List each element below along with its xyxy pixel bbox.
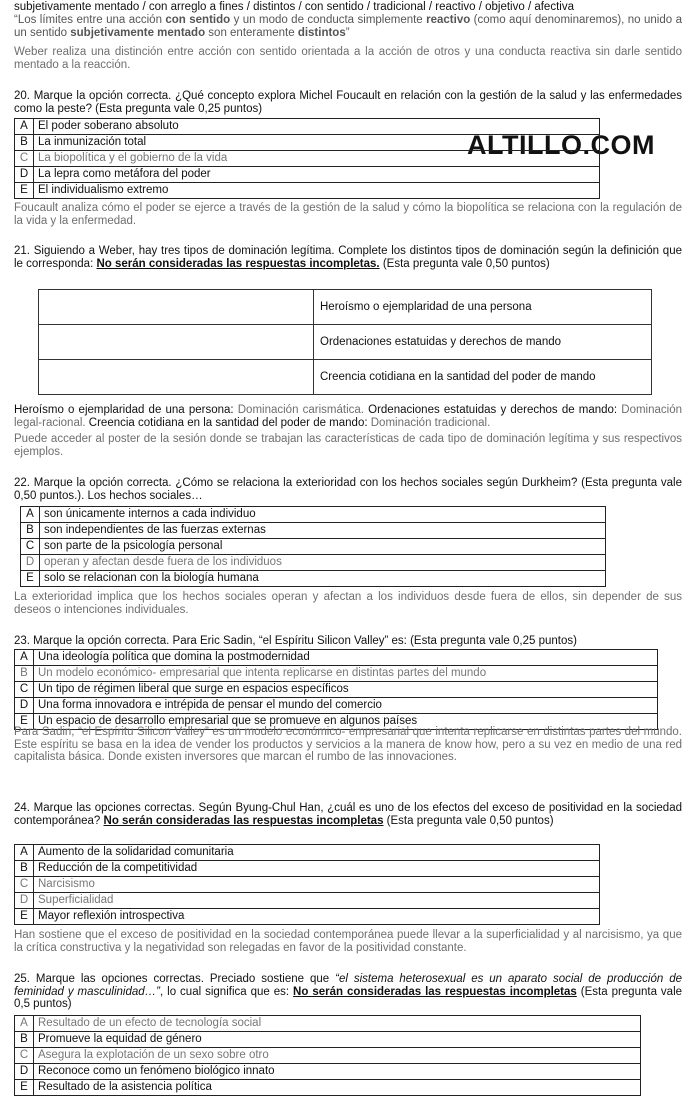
option-row[interactable]	[21, 571, 606, 587]
question-text: 21. Siguiendo a Weber, hay tres tipos de dominación legítima. Complete los distintos tipos de dominación según la definición que le corresponda:	[14, 245, 682, 270]
option-text: Aumento de la solidaridad comunitaria	[34, 845, 600, 861]
option-text: Promueve la equidad de género	[34, 1032, 641, 1048]
quote-part: y un modo de conducta simplemente	[230, 14, 427, 26]
feedback-text: Weber realiza una distinción entre acción con sentido orientada a la acción de otros y una conducta reactiva sin darle sentido mentado a la reacción.	[14, 46, 682, 71]
question-text: 24. Marque las opciones correctas. Según Byung-Chul Han, ¿cuál es uno de los efectos del exceso de positividad en la sociedad contemporánea?	[14, 802, 682, 827]
options-table-q22	[20, 506, 606, 587]
question-23: 23. Marque la opción correcta. Para Eric Sadin, “el Espíritu Silicon Valley” es: (Esta pregunta vale 0,25 puntos)	[14, 635, 577, 647]
option-row[interactable]	[15, 845, 600, 861]
quote-part: ”	[345, 26, 350, 39]
feedback-text	[14, 404, 682, 429]
question-25	[14, 973, 682, 1011]
option-text: son únicamente internos a cada individuo	[40, 507, 606, 523]
option-letter: E	[15, 714, 34, 730]
option-row[interactable]	[15, 682, 658, 698]
option-letter: B	[15, 1032, 34, 1048]
question-21	[14, 245, 682, 270]
answer-cell[interactable]	[39, 290, 314, 325]
feedback-text: Puede acceder al poster de la sesión donde se trabajan las características de cada tipo de dominación legítima y sus respectivos ejemplos.	[14, 433, 682, 458]
quote-bold: distintos	[297, 26, 346, 39]
option-text: Mayor reflexión introspectiva	[34, 909, 600, 925]
question-22: 22. Marque la opción correcta. ¿Cómo se relaciona la exterioridad con los hechos sociales según Durkheim? (Esta pregunta vale 0,50 puntos.). Los hechos sociales…	[14, 477, 682, 502]
quote-part: “Los límites entre una acción	[14, 14, 166, 26]
option-text: Un modelo económico- empresarial que intenta replicarse en distintas partes del mundo	[34, 666, 658, 682]
option-letter: A	[21, 507, 40, 523]
question-text: (Esta pregunta vale 0,5 puntos)	[14, 985, 683, 1011]
answer-cell[interactable]	[39, 360, 314, 395]
option-text: El individualismo extremo	[34, 183, 600, 199]
option-row[interactable]	[15, 877, 600, 893]
quote-bold: subjetivamente mentado	[70, 26, 206, 39]
definition-cell: Creencia cotidiana en la santidad del poder de mando	[314, 360, 652, 395]
option-text: Un espacio de desarrollo empresarial que se promueve en algunos países	[34, 714, 658, 730]
question-20: 20. Marque la opción correcta. ¿Qué concepto explora Michel Foucault en relación con la gestión de la salud y las enfermedades como la peste? (Esta pregunta vale 0,25 puntos)	[14, 90, 682, 115]
options-table-q23	[14, 649, 658, 730]
option-text: La lepra como metáfora del poder	[34, 167, 600, 183]
feedback-text: Han sostiene que el exceso de positividad en la sociedad contemporánea puede llevar a la superficialidad y al narcisismo, ya que la crítica constructiva y la negatividad son relegadas en favor de la positividad constante.	[14, 929, 682, 954]
definition-cell: Ordenaciones estatuidas y derechos de mando	[314, 325, 652, 360]
option-text: El poder soberano absoluto	[34, 119, 600, 135]
feedback-text: Foucault analiza cómo el poder se ejerce a través de la gestión de la salud y cómo la biopolítica se relaciona con la regulación de la vida y la enfermedad.	[14, 202, 682, 227]
option-row[interactable]	[15, 666, 658, 682]
option-row[interactable]	[15, 119, 600, 135]
option-text: Una ideología política que domina la postmodernidad	[34, 650, 658, 666]
question-text: , lo cual significa que es:	[159, 985, 294, 998]
feedback-value: Dominación carismática.	[233, 404, 369, 416]
question-24	[14, 802, 682, 827]
option-text: Narcisismo	[34, 877, 600, 893]
option-row[interactable]	[21, 539, 606, 555]
option-text: Un tipo de régimen liberal que surge en espacios específicos	[34, 682, 658, 698]
options-list-line: subjetivamente mentado / con arreglo a fines / distintos / con sentido / tradicional / reactivo / objetivo / afectiva	[14, 1, 574, 13]
question-text: (Esta pregunta vale 0,50 puntos)	[383, 814, 554, 827]
option-letter: B	[15, 135, 34, 151]
option-text: operan y afectan desde fuera de los individuos	[40, 555, 606, 571]
option-text: Asegura la explotación de un sexo sobre otro	[34, 1048, 641, 1064]
quote-bold: reactivo	[426, 14, 471, 26]
option-letter: A	[15, 1016, 34, 1032]
option-row[interactable]	[15, 909, 600, 925]
option-text: Reducción de la competitividad	[34, 861, 600, 877]
domination-table	[38, 289, 652, 395]
feedback-text: Para Sadin, “el Espíritu Silicon Valley” es un modelo económico- empresarial que intenta replicarse en distintas partes del mundo. Este espíritu se basa en la idea de vender los productos y servicios a la manera de know how, pero a su vez en medio de una red capitalista básica. Donde existen inversores que marcan el rumbo de las innovaciones.	[14, 726, 682, 764]
question-warning: No serán consideradas las respuestas incompletas.	[96, 257, 380, 270]
option-text: La inmunización total	[34, 135, 600, 151]
option-row[interactable]	[15, 1080, 641, 1096]
question-warning: No serán consideradas las respuestas incompletas	[103, 814, 384, 827]
option-letter: C	[15, 682, 34, 698]
option-row[interactable]	[15, 135, 600, 151]
table-row	[39, 325, 652, 360]
definition-cell: Heroísmo o ejemplaridad de una persona	[314, 290, 652, 325]
option-text: son independientes de las fuerzas externas	[40, 523, 606, 539]
option-row[interactable]	[15, 1032, 641, 1048]
option-letter: E	[15, 183, 34, 199]
option-letter: C	[15, 877, 34, 893]
option-text: Resultado de la asistencia política	[34, 1080, 641, 1096]
option-row[interactable]	[15, 650, 658, 666]
option-text: Reconoce como un fenómeno biológico innato	[34, 1064, 641, 1080]
option-row[interactable]	[15, 861, 600, 877]
feedback-value: Dominación tradicional.	[367, 416, 491, 429]
question-text: 25. Marque las opciones correctas. Preciado sostiene que	[14, 973, 336, 985]
table-row	[39, 290, 652, 325]
option-letter: D	[15, 167, 34, 183]
question-warning: No serán consideradas las respuestas incompletas	[293, 985, 577, 998]
option-text: son parte de la psicología personal	[40, 539, 606, 555]
option-row[interactable]	[15, 1064, 641, 1080]
option-letter: A	[15, 119, 34, 135]
option-letter: E	[21, 571, 40, 587]
question-quote: “el sistema heterosexual es un aparato social de producción de feminidad y masculinidad…”	[14, 973, 682, 998]
option-row[interactable]	[15, 893, 600, 909]
feedback-key: Ordenaciones estatuidas y derechos de mando:	[368, 404, 618, 416]
weber-quote	[14, 14, 682, 39]
quote-part: (como aquí denominaremos), no unido a un sentido	[14, 14, 682, 39]
option-letter: C	[21, 539, 40, 555]
option-row[interactable]	[15, 167, 600, 183]
watermark-logo: ALTILLO.COM	[467, 130, 655, 160]
option-row[interactable]	[15, 151, 600, 167]
option-letter: D	[15, 893, 34, 909]
option-text: Superficialidad	[34, 893, 600, 909]
option-letter: B	[21, 523, 40, 539]
option-letter: C	[15, 151, 34, 167]
option-letter: B	[15, 666, 34, 682]
option-row[interactable]	[21, 555, 606, 571]
feedback-value: Dominación legal-racional.	[14, 404, 683, 429]
option-letter: A	[15, 650, 34, 666]
option-letter: A	[15, 845, 34, 861]
option-row[interactable]	[21, 507, 606, 523]
table-row	[39, 360, 652, 395]
options-table-q24	[14, 844, 600, 925]
option-text: solo se relacionan con la biología humana	[40, 571, 606, 587]
question-text: (Esta pregunta vale 0,50 puntos)	[379, 257, 550, 270]
option-letter: C	[15, 1048, 34, 1064]
quote-bold: con sentido	[165, 14, 231, 26]
options-table-q25	[14, 1015, 641, 1096]
feedback-text: La exterioridad implica que los hechos sociales operan y afectan a los individuos desde fuera de ellos, sin depender de sus deseos o intenciones individuales.	[14, 591, 682, 616]
option-letter: E	[15, 909, 34, 925]
option-letter: D	[21, 555, 40, 571]
feedback-key: Heroísmo o ejemplaridad de una persona:	[14, 404, 234, 416]
option-row[interactable]	[15, 1048, 641, 1064]
option-text: Una forma innovadora e intrépida de pensar el mundo del comercio	[34, 698, 658, 714]
quote-part: son enteramente	[205, 26, 298, 39]
option-letter: E	[15, 1080, 34, 1096]
option-letter: D	[15, 698, 34, 714]
option-row[interactable]	[21, 523, 606, 539]
options-table-q20	[14, 118, 600, 199]
option-letter: B	[15, 861, 34, 877]
feedback-key: Creencia cotidiana en la santidad del poder de mando:	[88, 416, 368, 429]
option-row[interactable]	[15, 183, 600, 199]
option-row[interactable]	[15, 1016, 641, 1032]
option-row[interactable]	[15, 698, 658, 714]
answer-cell[interactable]	[39, 325, 314, 360]
option-text: Resultado de un efecto de tecnología social	[34, 1016, 641, 1032]
option-letter: D	[15, 1064, 34, 1080]
option-text: La biopolítica y el gobierno de la vida	[34, 151, 600, 167]
